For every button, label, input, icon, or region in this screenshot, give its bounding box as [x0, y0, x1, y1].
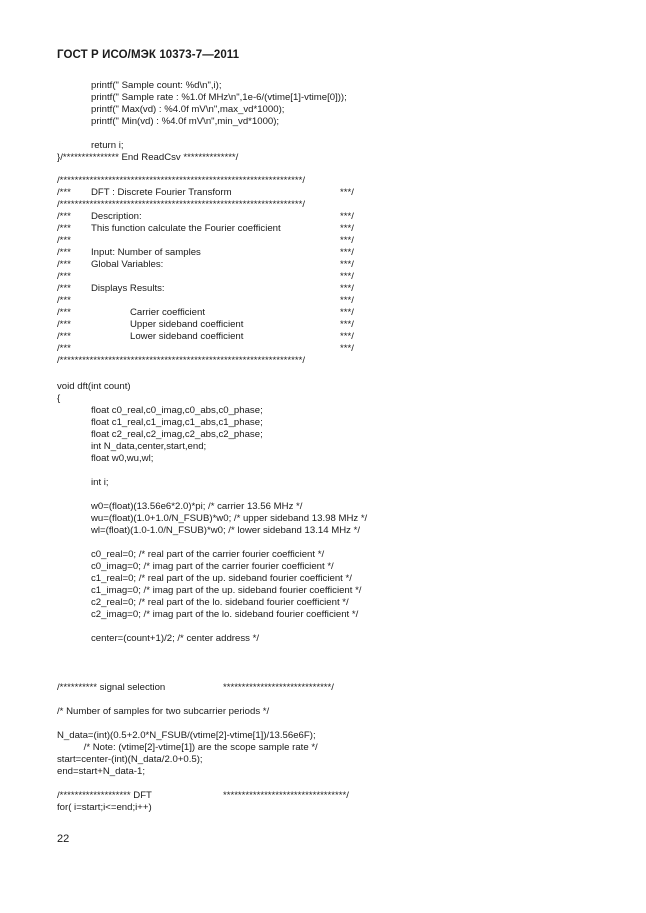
code-text: /* Note: (vtime[2]-vtime[1]) are the scope sample rate */	[57, 742, 318, 753]
code-text: /***	[57, 319, 71, 330]
code-text: c0_imag=0; /* imag part of the carrier fourier coefficient */	[91, 561, 334, 572]
code-text: c1_real=0; /* real part of the up. sideband fourier coefficient */	[91, 573, 352, 584]
code-text: /* Number of samples for two subcarrier periods */	[57, 706, 270, 717]
code-text: end=start+N_data-1;	[57, 766, 146, 777]
code-text: ***/	[340, 247, 354, 258]
code-text: ***/	[340, 259, 354, 270]
code-text: ***/	[340, 307, 354, 318]
code-text: /********** signal selection	[57, 682, 166, 693]
code-text: ***/	[340, 343, 354, 354]
code-text: float w0,wu,wl;	[91, 453, 154, 464]
code-text: Lower sideband coefficient	[130, 331, 244, 342]
code-text: center=(count+1)/2; /* center address */	[91, 633, 259, 644]
code-text: wu=(float)(1.0+1.0/N_FSUB)*w0; /* upper sideband 13.98 MHz */	[91, 513, 368, 524]
code-text: This function calculate the Fourier coefficient	[91, 223, 281, 234]
code-text: wl=(float)(1.0-1.0/N_FSUB)*w0; /* lower sideband 13.14 MHz */	[91, 525, 361, 536]
document-header: ГОСТ Р ИСО/МЭК 10373-7—2011	[57, 49, 240, 61]
code-text: int N_data,center,start,end;	[91, 441, 207, 452]
code-text: /***	[57, 247, 71, 258]
code-text: ***/	[340, 331, 354, 342]
code-text: /***	[57, 235, 71, 246]
code-text: {	[57, 393, 61, 404]
code-text: /***	[57, 187, 71, 198]
code-text: start=center-(int)(N_data/2.0+0.5);	[57, 754, 203, 765]
code-text: float c2_real,c2_imag,c2_abs,c2_phase;	[91, 429, 263, 440]
code-text: Displays Results:	[91, 283, 165, 294]
code-text: /******************* DFT	[57, 790, 152, 801]
code-text: /*****************************************************************/	[57, 355, 306, 366]
code-text: w0=(float)(13.56e6*2.0)*pi; /* carrier 13.56 MHz */	[91, 501, 303, 512]
code-text: ***/	[340, 211, 354, 222]
code-text: *********************************/	[223, 790, 349, 801]
code-text: void dft(int count)	[57, 381, 131, 392]
code-text: ***/	[340, 271, 354, 282]
code-text: return i;	[91, 140, 124, 151]
code-text: c2_real=0; /* real part of the lo. sideband fourier coefficient */	[91, 597, 349, 608]
code-text: /***	[57, 307, 71, 318]
code-text: c0_real=0; /* real part of the carrier fourier coefficient */	[91, 549, 325, 560]
code-text: /***	[57, 259, 71, 270]
code-text: *****************************/	[223, 682, 334, 693]
code-text: Carrier coefficient	[130, 307, 206, 318]
code-text: /***	[57, 283, 71, 294]
code-text: for( i=start;i<=end;i++)	[57, 802, 152, 813]
code-text: printf(" Sample count: %d\n",i);	[91, 80, 222, 91]
code-text: printf(" Sample rate : %1.0f MHz\n",1e-6/(vtime[1]-vtime[0]));	[91, 92, 347, 103]
code-text: ***/	[340, 187, 354, 198]
code-text: /***	[57, 331, 71, 342]
code-text: c1_imag=0; /* imag part of the up. sideband fourier coefficient */	[91, 585, 362, 596]
code-text: float c1_real,c1_imag,c1_abs,c1_phase;	[91, 417, 263, 428]
code-text: /*****************************************************************/	[57, 175, 306, 186]
code-text: printf(" Max(vd) : %4.0f mV\n",max_vd*1000);	[91, 104, 285, 115]
code-text: Global Variables:	[91, 259, 164, 270]
code-text: Input: Number of samples	[91, 247, 201, 258]
code-text: printf(" Min(vd) : %4.0f mV\n",min_vd*1000);	[91, 116, 280, 127]
code-text: int i;	[91, 477, 109, 488]
code-text: Description:	[91, 211, 142, 222]
code-text: /***	[57, 223, 71, 234]
code-text: N_data=(int)(0.5+2.0*N_FSUB/(vtime[2]-vtime[1])/13.56e6F);	[57, 730, 316, 741]
code-text: }/*************** End ReadCsv **************/	[57, 152, 239, 163]
code-text: Upper sideband coefficient	[130, 319, 244, 330]
code-text: /*****************************************************************/	[57, 199, 306, 210]
code-text: c2_imag=0; /* imag part of the lo. sideband fourier coefficient */	[91, 609, 359, 620]
code-text: float c0_real,c0_imag,c0_abs,c0_phase;	[91, 405, 263, 416]
code-text: /***	[57, 211, 71, 222]
code-text: /***	[57, 271, 71, 282]
code-text: /***	[57, 343, 71, 354]
code-text: ***/	[340, 295, 354, 306]
code-text: ***/	[340, 283, 354, 294]
code-text: DFT : Discrete Fourier Transform	[91, 187, 232, 198]
code-text: ***/	[340, 235, 354, 246]
code-text: ***/	[340, 223, 354, 234]
page-number: 22	[57, 833, 70, 845]
code-text: ***/	[340, 319, 354, 330]
code-text: /***	[57, 295, 71, 306]
